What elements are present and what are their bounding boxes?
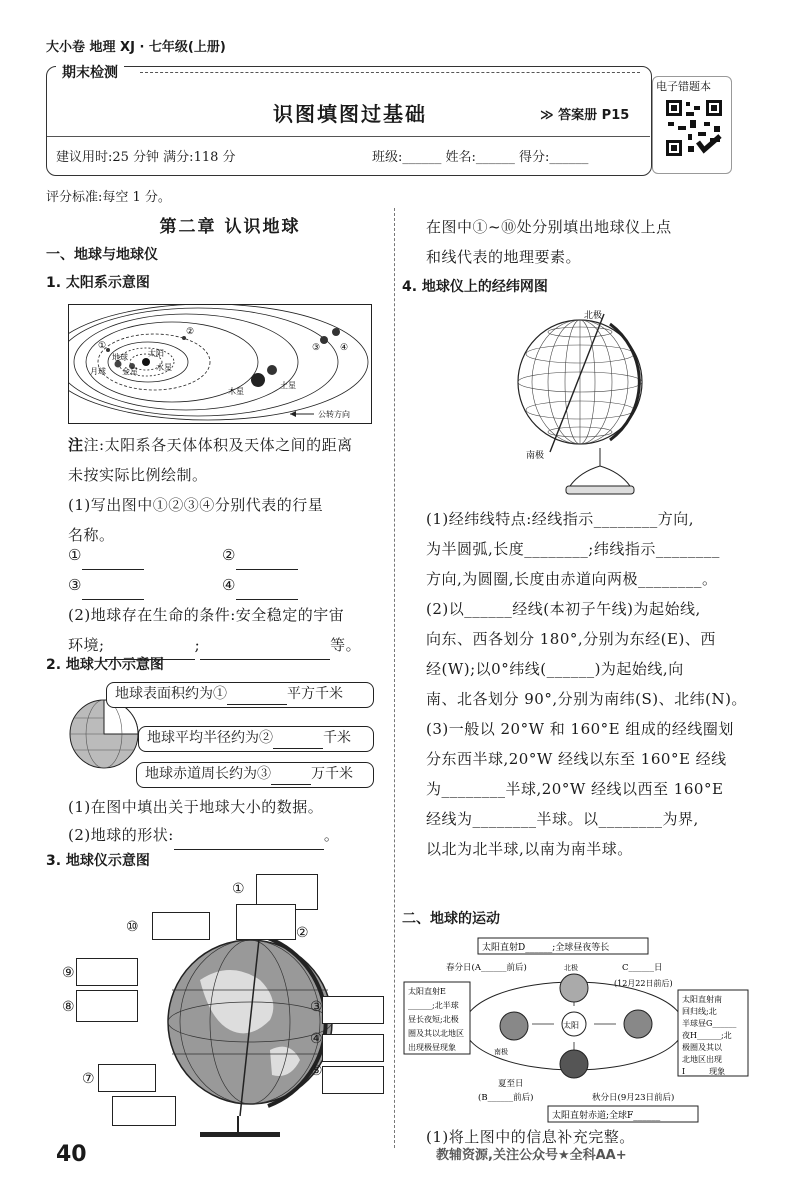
orbit-dec-label: (12月22日前后) [614,979,673,988]
q4-line-6: 经(W);以0°纬线(______)为起始线,向 [426,660,684,678]
solar-system-diagram [68,304,372,424]
header-dashed-line [140,72,640,73]
q1-part1-line2: 名称。 [68,526,115,544]
q4-title: 4. 地球仪上的经纬网图 [402,279,548,295]
orbit-c-label: C______日 [622,963,663,973]
q4-line-7: 南、北各划分 90°,分别为南纬(S)、北纬(N)。 [426,690,747,708]
right-box-line-4: 夜H______;北 [682,1031,732,1040]
globe-marker-3: ③ [310,999,323,1015]
answer-ref [540,104,629,123]
north-pole-label: 北极 [584,311,603,321]
earth-orbit-diagram [402,936,750,1132]
section-heading-2: 二、地球的运动 [402,911,500,927]
q1-blank-4[interactable]: ④ [222,570,298,600]
page-number: 40 [56,1142,87,1167]
q4-line-12: 以北为北半球,以南为南半球。 [426,840,633,858]
q1-note-line2: 未按实际比例绘制。 [68,466,208,484]
sun-mark [142,358,150,366]
right-box-line-1: 太阳直射南 [682,995,722,1004]
section-heading-1: 一、地球与地球仪 [46,247,158,263]
globe-blank-5[interactable] [322,1066,384,1094]
right-box-line-7: I______现象 [682,1067,726,1076]
saturn-label: 土星 [280,381,296,390]
q1-blank-2[interactable]: ② [222,540,298,570]
globe-blank-7[interactable] [98,1064,156,1092]
left-box-line-2: ______;北半球 [408,1001,459,1010]
footer-brand: 教辅资源,关注公众号★全科AA+ [436,1148,627,1163]
q4-line-3: 方向,为圆圈,长度由赤道向两极________。 [426,570,718,588]
q4-line-9: 分东西半球,20°W 经线以东至 160°E 经线 [426,750,727,768]
q4-line-4: (2)以______经线(本初子午线)为起始线, [426,600,701,618]
q1-title: 1. 太阳系示意图 [46,275,150,291]
orbit-top-box: 太阳直射D______;全球昼夜等长 [482,943,610,953]
column-divider [394,208,395,1148]
orbit-sun-label: 太阳 [563,1021,579,1030]
right-box-line-2: 回归线;北 [682,1007,717,1016]
moon-label: 月球 [90,367,106,376]
earth-radius-box[interactable]: 地球平均半径约为② 千米 [138,726,374,752]
globe-marker-10: ⑩ [126,919,139,935]
right-box-line-5: 极圈及其以 [682,1043,722,1052]
class-info: 班级:______ 姓名:______ 得分:______ [372,150,589,165]
q1-part2-line1: (2)地球存在生命的条件:安全稳定的宇宙 [68,606,345,624]
globe-marker-4: ④ [310,1031,323,1047]
globe-blank-4[interactable] [322,1034,384,1062]
q3-instruction-2: 和线代表的地理要素。 [426,248,582,266]
globe-marker-7: ⑦ [82,1071,95,1087]
q2-part2[interactable]: (2)地球的形状: 。 [68,820,339,850]
earth-area-box[interactable]: 地球表面积约为① 平方千米 [106,682,374,708]
left-box-line-3: 昼长夜短;北极 [408,1015,459,1024]
orbit-b-label: (B______前后) [478,1093,534,1103]
double-chevron-icon: ≫ [540,108,559,123]
mercury-label: 水星 [156,363,172,372]
q4-line-8: (3)一般以 20°W 和 160°E 组成的经线圈划 [426,720,734,738]
orbit-spring-label: 春分日(A______前后) [446,963,527,973]
q4-text-block[interactable] [426,504,748,864]
globe-marker-9: ⑨ [62,965,75,981]
q3-instruction-1: 在图中①~⑩处分别填出地球仪上点 [426,218,672,236]
planet-marker-4: ④ [340,343,349,353]
orbit-autumn-label: 秋分日(9月23日前后) [592,1093,675,1103]
globe-diagram [160,910,340,1140]
left-box-line-5: 出现极昼现象 [408,1043,456,1052]
globe-marker-8: ⑧ [62,999,75,1015]
main-title: 识图填图过基础 [273,102,427,126]
right-box-line-3: 半球昼G______ [682,1019,737,1028]
q4-line-1: (1)经纬线特点:经线指示________方向, [426,510,695,528]
qr-label: 电子错题本 [656,80,711,93]
planet-marker-2: ② [186,327,195,337]
venus-label: 金星 [122,367,138,376]
globe-blank-3[interactable] [322,996,384,1024]
globe-marker-1: ① [232,881,245,897]
south-pole-label: 南极 [526,451,545,461]
orbit-direction-label: 公转方向 [318,410,350,419]
orbit-north-label: 北极 [564,964,578,972]
chapter-title: 第二章 认识地球 [159,217,301,237]
q1-part2-line2[interactable]: 环境; ; 等。 [68,630,388,660]
time-info: 建议用时:25 分钟 满分:118 分 [56,150,236,165]
q1-part1-line1: (1)写出图中①②③④分别代表的行星 [68,496,324,514]
globe-blank-8[interactable] [76,990,138,1022]
orbit-bottom-box: 太阳直射赤道;全球F______ [552,1111,661,1121]
q4-line-2: 为半圆弧,长度________;纬线指示________ [426,540,720,558]
q1-blank-3[interactable]: ③ [68,570,144,600]
planet-marker-1: ① [98,341,107,351]
orbit-summer-label: 夏至日 [498,1079,524,1089]
q1-note-line1: 注注:太阳系各天体体积及天体之间的距离 [68,436,353,454]
qr-code-icon[interactable] [664,98,724,158]
orbit-south-label: 南极 [494,1048,508,1056]
q1-blank-1[interactable]: ① [68,540,144,570]
planet-marker-3: ③ [312,343,321,353]
q4-line-10: 为________半球,20°W 经线以西至 160°E [426,780,724,798]
globe-blank-6[interactable] [112,1096,176,1126]
book-title: 大小卷 地理 XJ · 七年级(上册) [46,40,226,55]
q2-part1: (1)在图中填出关于地球大小的数据。 [68,798,324,816]
q3-title: 3. 地球仪示意图 [46,853,150,869]
scoring-standard: 评分标准:每空 1 分。 [46,190,171,205]
q4-line-11: 经线为________半球。以________为界, [426,810,699,828]
right-box-line-6: 北地区出现 [682,1055,722,1064]
info-rule [47,136,650,137]
q5-part1: (1)将上图中的信息补充完整。 [426,1128,635,1146]
answer-ref-text: 答案册 P15 [558,108,630,123]
earth-label: 地球 [112,353,128,362]
globe-blank-2[interactable] [236,904,296,940]
globe-marker-5: ⑤ [310,1063,323,1079]
q2-title: 2. 地球大小示意图 [46,657,164,673]
jupiter-label: 木星 [228,387,244,396]
left-box-line-1: 太阳直射E [408,987,446,996]
q4-line-5: 向东、西各划分 180°,分别为东经(E)、西 [426,630,716,648]
globe-blank-9[interactable] [76,958,138,986]
test-label: 期末检测 [56,62,124,82]
sun-label: 太阳 [148,349,164,358]
left-box-line-4: 圈及其以北地区 [408,1029,464,1038]
globe-blank-10[interactable] [152,912,210,940]
graticule-globe-diagram [510,300,650,500]
earth-circumference-box[interactable]: 地球赤道周长约为③ 万千米 [136,762,374,788]
globe-marker-2: ② [296,925,309,941]
